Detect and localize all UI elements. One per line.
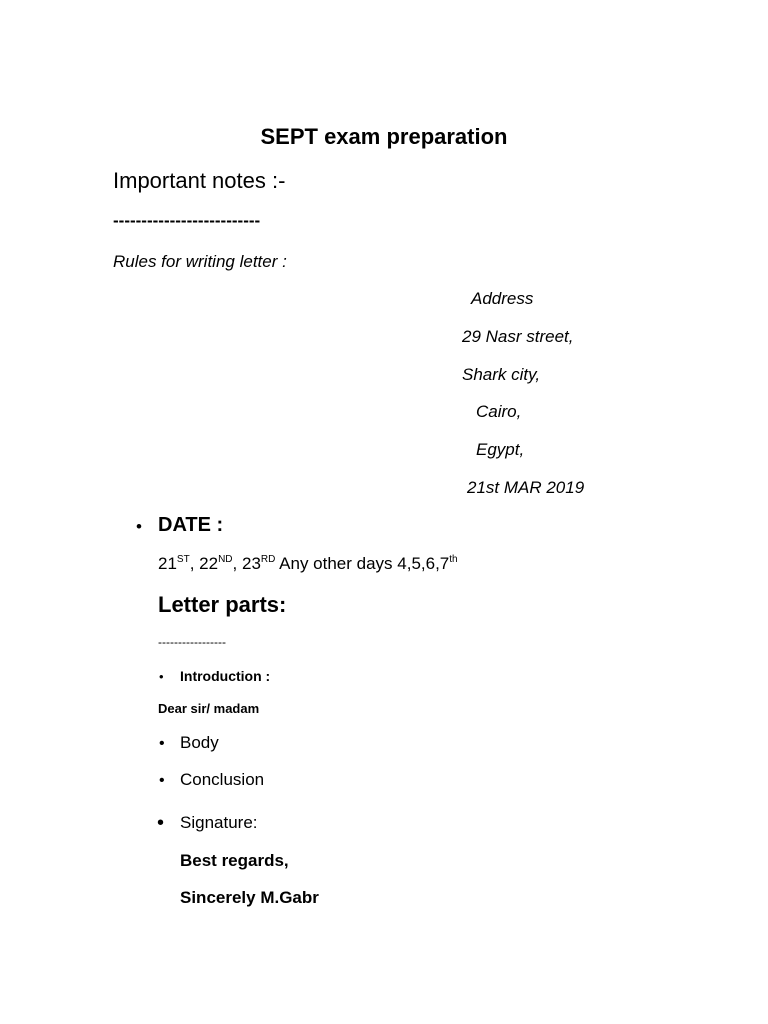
bullet-icon: • xyxy=(136,517,142,536)
address-street: 29 Nasr street, xyxy=(462,327,574,346)
date-label: DATE : xyxy=(158,514,224,536)
ordinal-suffix-th: th xyxy=(449,554,458,565)
address-province: Cairo, xyxy=(476,402,522,421)
address-label: Address xyxy=(471,289,534,308)
address-country: Egypt, xyxy=(476,440,525,459)
date-ordinals-line xyxy=(158,555,458,572)
closing-text: Best regards, xyxy=(180,851,289,870)
divider-dashes: -------------------------- xyxy=(113,211,261,230)
introduction-label: Introduction : xyxy=(180,668,271,684)
rules-heading: Rules for writing letter : xyxy=(113,252,287,271)
bullet-icon: • xyxy=(159,735,165,752)
signed-name: Sincerely M.Gabr xyxy=(180,888,319,907)
body-item: Body xyxy=(180,733,219,752)
signature-item: Signature: xyxy=(180,813,258,832)
letter-parts-heading: Letter parts: xyxy=(158,592,287,617)
important-notes-heading: Important notes :- xyxy=(113,168,286,193)
salutation-text: Dear sir/ madam xyxy=(158,701,260,716)
page-title: SEPT exam preparation xyxy=(260,124,508,149)
ordinal-22: 22 xyxy=(199,554,219,573)
ordinal-suffix-nd: ND xyxy=(218,554,233,565)
address-date: 21st MAR 2019 xyxy=(467,478,585,497)
other-days-text: Any other days 4,5,6,7 xyxy=(275,554,450,573)
bullet-icon: • xyxy=(159,772,165,789)
bullet-icon: • xyxy=(159,669,164,684)
ordinal-suffix-st: ST xyxy=(176,554,190,565)
separator: , xyxy=(232,554,242,573)
ordinal-suffix-rd: RD xyxy=(260,554,276,565)
bullet-icon: • xyxy=(157,812,165,834)
conclusion-item: Conclusion xyxy=(180,770,265,789)
ordinal-23: 23 xyxy=(241,554,261,573)
separator: , xyxy=(189,554,200,573)
address-city: Shark city, xyxy=(462,365,541,384)
ordinal-21: 21 xyxy=(158,554,177,573)
letter-parts-dashes: ----------------- xyxy=(158,635,226,649)
